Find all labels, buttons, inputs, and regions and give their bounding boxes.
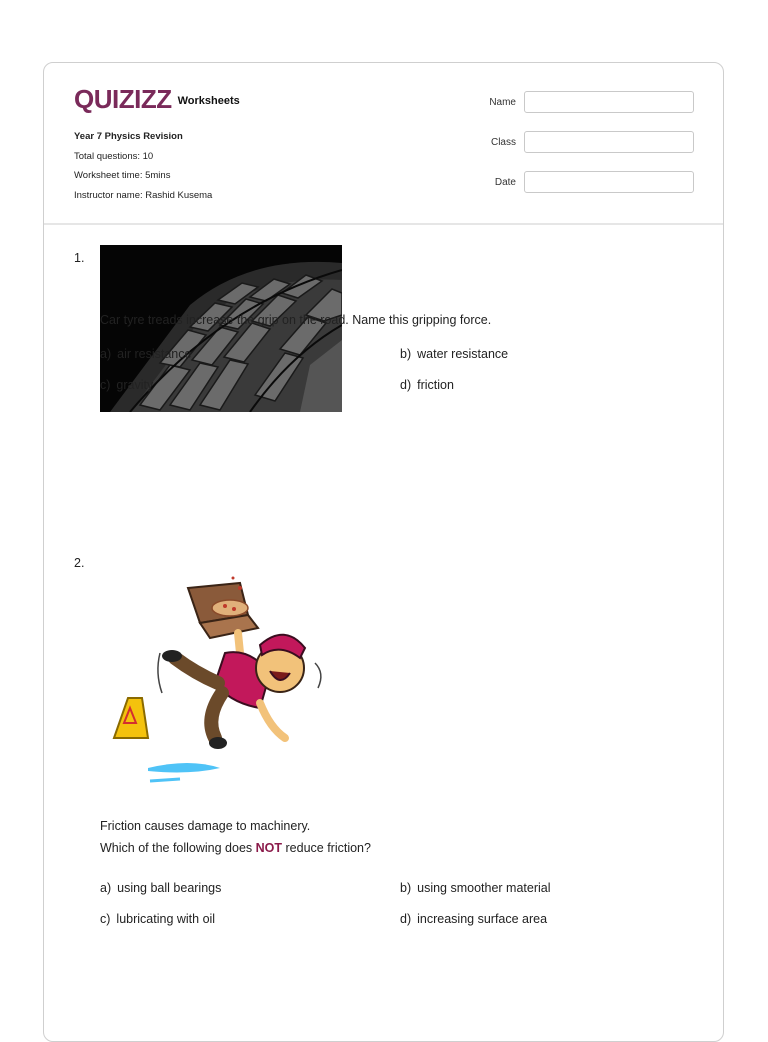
class-field[interactable] <box>524 131 694 153</box>
worksheet-time: Worksheet time: 5mins <box>74 170 171 181</box>
option-label: increasing surface area <box>417 912 548 926</box>
option-label: gravity <box>116 378 154 392</box>
option-letter: b) <box>400 881 412 895</box>
total-questions: Total questions: 10 <box>74 150 154 162</box>
name-field-row <box>464 91 694 113</box>
date-field-row <box>464 171 694 193</box>
option-c[interactable] <box>100 912 215 926</box>
option-label: water resistance <box>417 347 509 361</box>
question-number: 2. <box>74 556 85 570</box>
question-emphasis: NOT <box>255 841 283 855</box>
date-field[interactable] <box>524 171 694 193</box>
option-letter: c) <box>100 912 111 926</box>
question-number: 1. <box>74 251 85 265</box>
option-b[interactable] <box>400 347 508 361</box>
option-letter: a) <box>100 881 112 895</box>
option-letter: d) <box>400 912 412 926</box>
option-b[interactable] <box>400 881 551 895</box>
option-letter: c) <box>100 378 111 392</box>
option-label: using ball bearings <box>117 881 222 895</box>
slipping-man-image <box>100 553 340 804</box>
option-d[interactable] <box>400 912 547 926</box>
worksheet-meta <box>74 127 212 205</box>
option-a[interactable] <box>100 881 221 895</box>
option-c[interactable] <box>100 378 153 392</box>
question-text: Car tyre treads increase the grip on the road. Name this gripping force. <box>100 313 492 327</box>
question-text <box>100 815 371 859</box>
class-label: Class <box>490 136 516 148</box>
worksheet-title: Year 7 Physics Revision <box>74 131 183 142</box>
worksheet-page <box>43 62 724 1042</box>
option-letter: d) <box>400 378 412 392</box>
question-text-post: reduce friction? <box>282 841 371 855</box>
class-field-row <box>464 131 694 153</box>
option-letter: a) <box>100 347 112 361</box>
option-a[interactable] <box>100 347 191 361</box>
question-text-line-2 <box>100 837 371 859</box>
worksheet-header <box>44 63 723 225</box>
option-label: friction <box>417 378 454 392</box>
option-d[interactable] <box>400 378 454 392</box>
question-text-line-1: Friction causes damage to machinery. <box>100 819 311 833</box>
instructor-name: Instructor name: Rashid Kusema <box>74 189 213 201</box>
logo-subtitle: Worksheets <box>177 95 240 107</box>
quizizz-logo <box>74 84 240 115</box>
name-field[interactable] <box>524 91 694 113</box>
option-label: using smoother material <box>417 881 551 895</box>
logo-wordmark: QUIZIZZ <box>74 84 172 114</box>
option-letter: b) <box>400 347 412 361</box>
slipping-cartoon-illustration <box>100 553 340 799</box>
name-label: Name <box>489 96 516 108</box>
option-label: air resistance <box>117 347 192 361</box>
option-label: lubricating with oil <box>116 912 216 926</box>
question-text-pre: Which of the following does <box>100 841 256 855</box>
date-label: Date <box>494 176 516 188</box>
